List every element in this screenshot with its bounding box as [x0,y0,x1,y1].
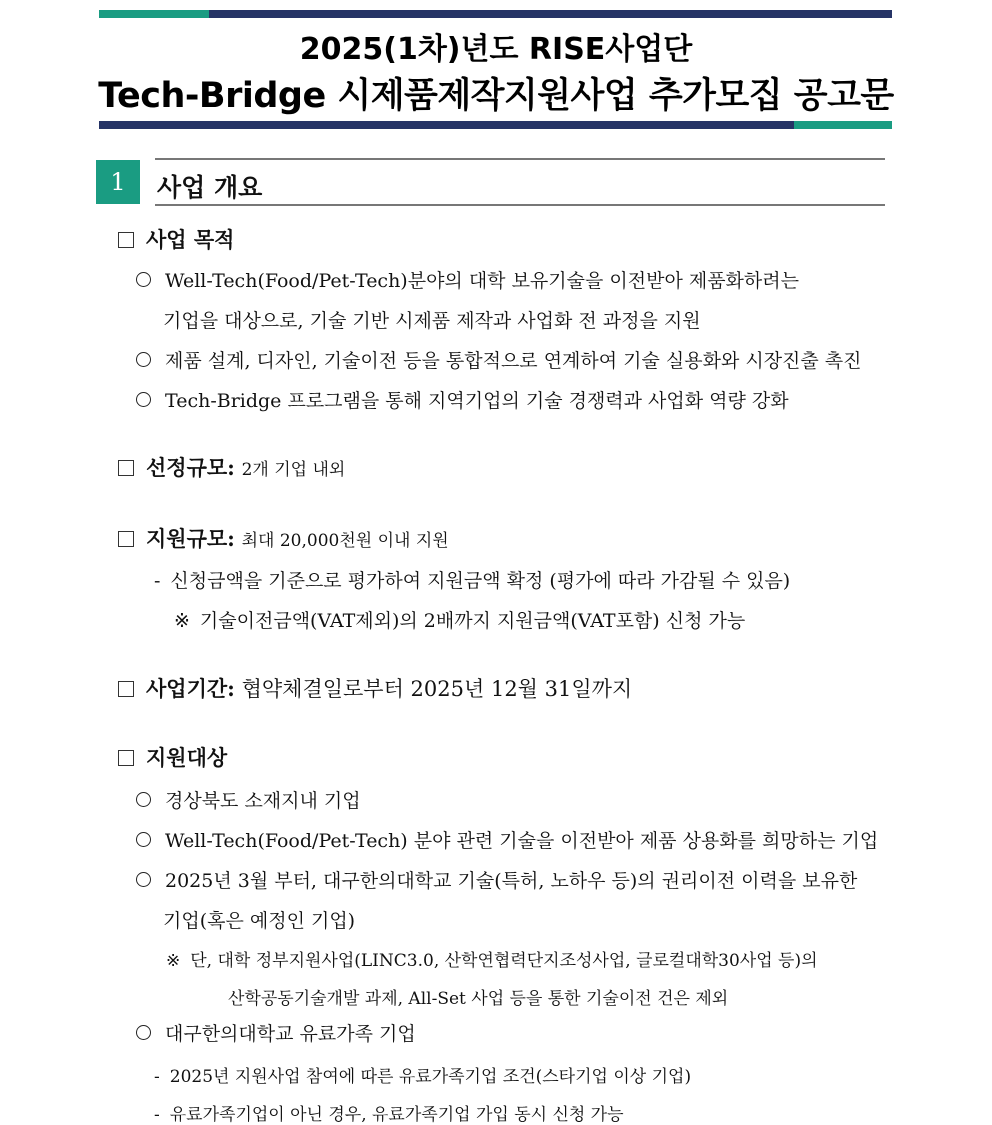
circle-bullet-icon [136,392,151,407]
dash-bullet: - [154,570,161,592]
circle-bullet-icon [136,272,151,287]
document-title-line1: 2025(1차)년도 RISE사업단 [299,32,693,67]
purpose-item-1: Well-Tech(Food/Pet-Tech)분야의 대학 보유기술을 이전받아 제품화하려는 [136,266,799,293]
purpose-item-1-continued: 기업을 대상으로, 기술 기반 시제품 제작과 사업화 전 과정을 지원 [163,310,701,332]
reference-mark: ※ [174,610,190,632]
target-item-3: 2025년 3월 부터, 대구한의대학교 기술(특허, 노하우 등)의 권리이전 이력을 보유한 [136,866,857,893]
selection-row [118,452,345,482]
bottom-bar-navy-segment [99,121,794,129]
target-note-line-1: ※ 단, 대학 정부지원사업(LINC3.0, 산학연협력단지조성사업, 글로컬대학30사업 등)의 [166,951,818,971]
target-item-4: 대구한의대학교 유료가족 기업 [136,1019,416,1046]
target-note-line-2: 산학공동기술개발 과제, All-Set 사업 등을 통한 기술이전 건은 제외 [228,989,729,1009]
selection-label: 선정규모: [146,455,235,480]
bottom-bar-teal-segment [794,121,892,129]
circle-bullet-icon [136,872,151,887]
circle-bullet-icon [136,832,151,847]
target-item-1: 경상북도 소재지내 기업 [136,786,361,813]
reference-mark: ※ [166,951,181,971]
circle-bullet-icon [136,352,151,367]
target-heading: 지원대상 [118,742,227,772]
checkbox-square-icon [118,681,134,697]
support-value: 최대 20,000천원 이내 지원 [241,531,449,551]
target-sub-2: - 유료가족기업이 아닌 경우, 유료가족기업 가입 동시 신청 가능 [154,1105,624,1125]
dash-bullet: - [154,1105,160,1125]
support-label: 지원규모: [146,526,235,551]
section-title: 사업 개요 [157,173,263,202]
bottom-divider-bar [99,121,892,129]
support-note-2: ※ 기술이전금액(VAT제외)의 2배까지 지원금액(VAT포함) 신청 가능 [174,610,746,632]
purpose-item-3: Tech-Bridge 프로그램을 통해 지역기업의 기술 경쟁력과 사업화 역량 강화 [136,386,789,413]
checkbox-square-icon [118,232,134,248]
purpose-item-2: 제품 설계, 디자인, 기술이전 등을 통합적으로 연계하여 기술 실용화와 시장진출 촉진 [136,346,862,373]
checkbox-square-icon [118,750,134,766]
section-number-badge: 1 [96,160,140,204]
dash-bullet: - [154,1067,160,1087]
period-value: 협약체결일로부터 2025년 12월 31일까지 [241,677,633,701]
selection-value: 2개 기업 내외 [241,460,346,480]
top-bar-teal-segment [99,10,209,18]
section-bottom-rule [155,204,885,206]
target-item-2: Well-Tech(Food/Pet-Tech) 분야 관련 기술을 이전받아 제품 상용화를 희망하는 기업 [136,826,878,853]
support-note-1: - 신청금액을 기준으로 평가하여 지원금액 확정 (평가에 따라 가감될 수 있음) [154,570,791,592]
document-title-line2: Tech-Bridge 시제품제작지원사업 추가모집 공고문 [98,76,894,116]
period-row [118,673,632,703]
section-top-rule [155,158,885,160]
top-divider-bar [99,10,892,18]
target-item-3-continued: 기업(혹은 예정인 기업) [163,910,356,932]
circle-bullet-icon [136,792,151,807]
purpose-heading: 사업 목적 [118,224,234,254]
circle-bullet-icon [136,1025,151,1040]
top-bar-navy-segment [209,10,892,18]
period-label: 사업기간: [146,676,235,701]
support-row [118,523,449,553]
checkbox-square-icon [118,460,134,476]
target-sub-1: - 2025년 지원사업 참여에 따른 유료가족기업 조건(스타기업 이상 기업) [154,1067,692,1087]
checkbox-square-icon [118,531,134,547]
